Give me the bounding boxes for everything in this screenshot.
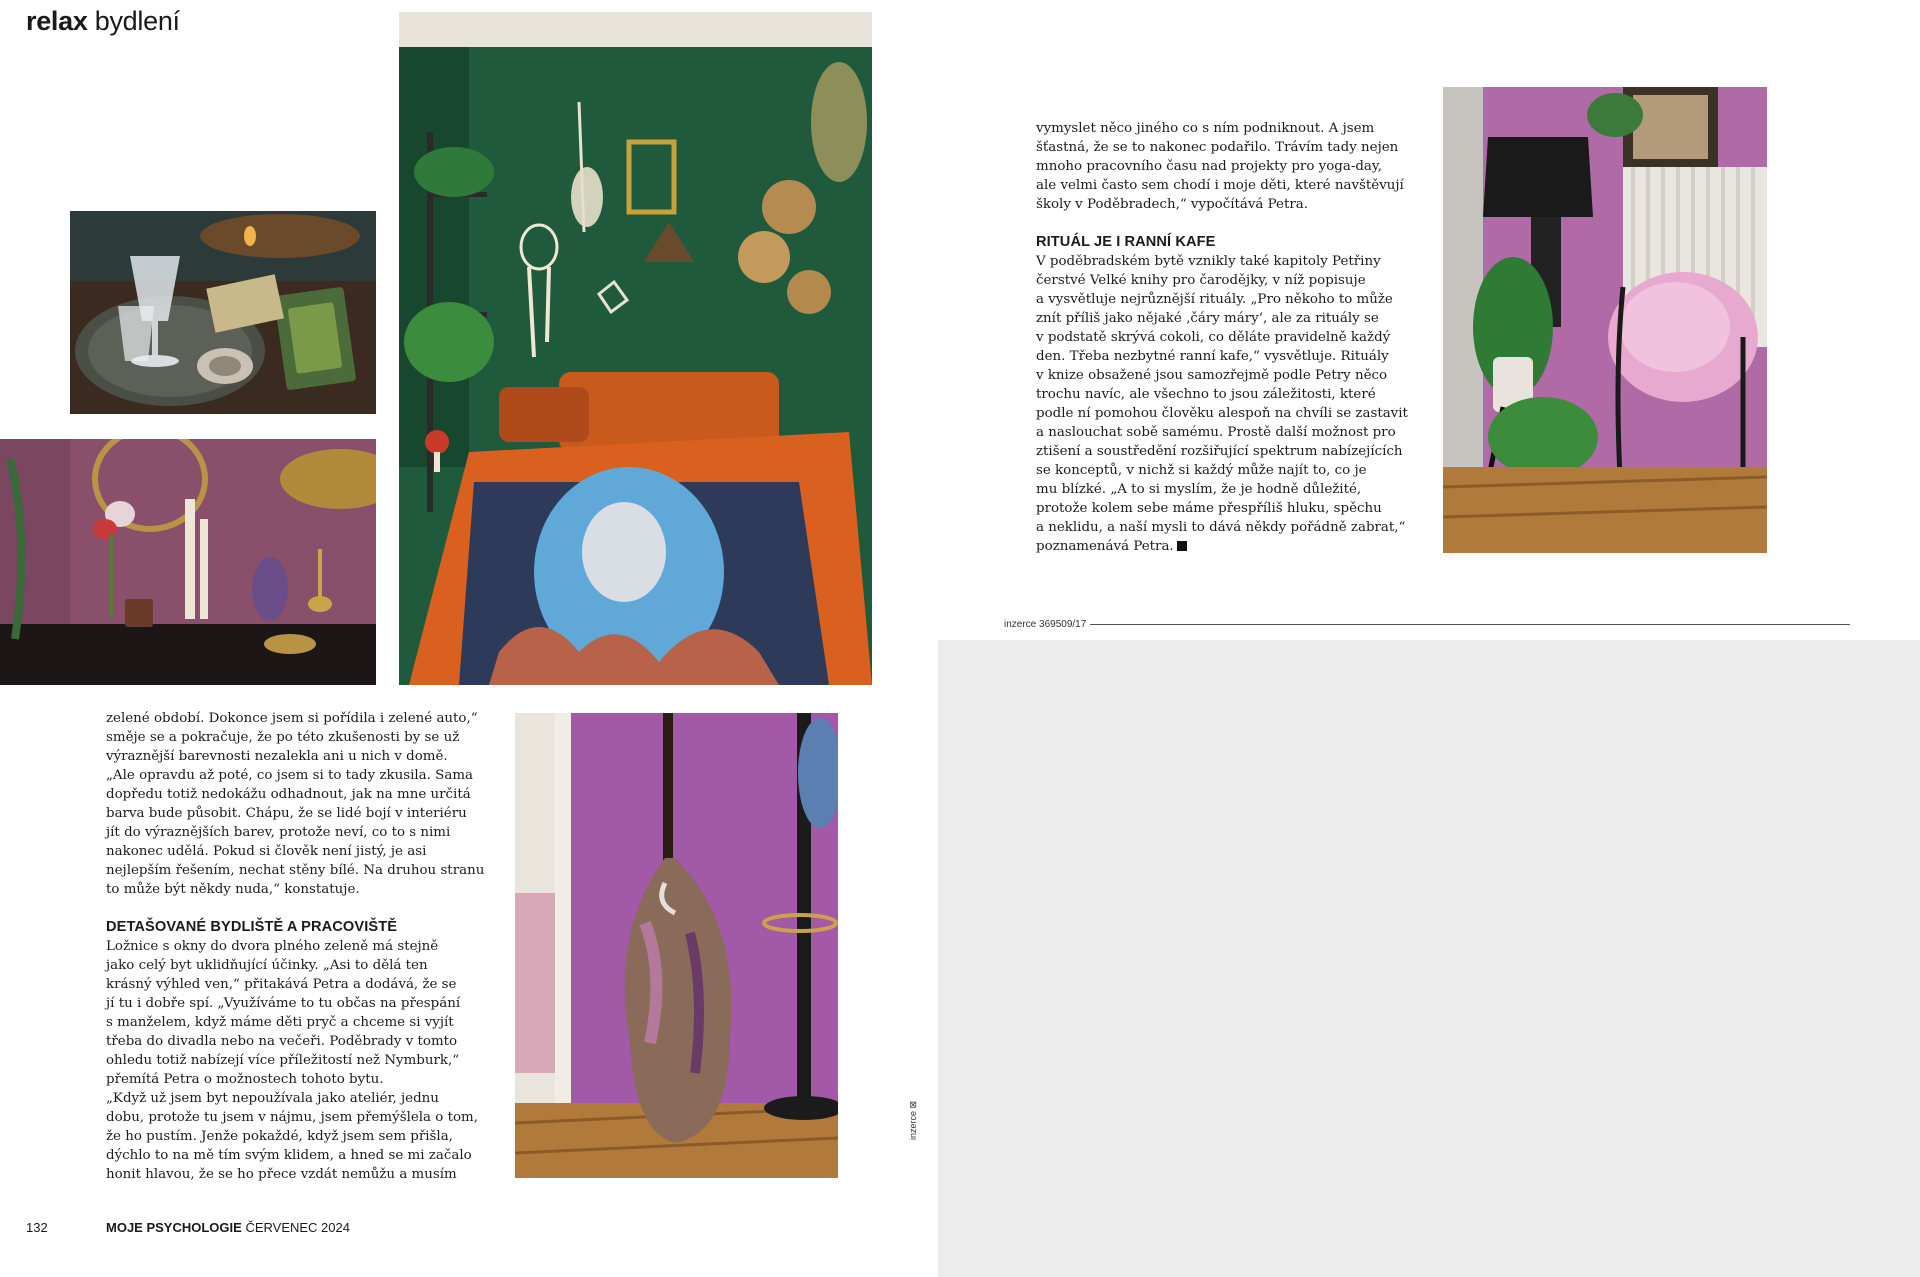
left-subhead: DETAŠOVANÉ BYDLIŠTĚ A PRACOVIŠTĚ [106, 919, 398, 935]
section-header [26, 6, 180, 37]
right-para2-line-14: protože kolem sebe máme přespříliš hluku, spěchu [1036, 501, 1382, 516]
right-para2-line-12: se konceptů, v nichž si každý může najít to, co je [1036, 463, 1367, 478]
right-para2-line-13: mu blízké. „A to si myslím, že je hodně důležité, [1036, 482, 1362, 497]
right-last-line-text: poznamenává Petra. [1036, 539, 1174, 554]
right-para2-line-15: a neklidu, a naší mysli to dává někdy pořádně zabrat,“ [1036, 520, 1406, 535]
ad-divider [1090, 624, 1850, 625]
left-article-column [106, 709, 486, 1184]
left-para1-line-6: barva bude působit. Chápu, že se lidé bojí v interiéru [106, 806, 467, 821]
section-name: relax [26, 6, 88, 36]
right-para1-line-4: ale velmi často sem chodí i moje děti, které navštěvují [1036, 178, 1404, 193]
right-para2-line-11: ztišení a soustředění rozšiřující spektrum nabízejících [1036, 444, 1403, 459]
page-number: 132 [26, 1220, 48, 1235]
left-para2-line-5: s manželem, když máme děti pryč a chceme si vyjít [106, 1015, 454, 1030]
glassware-tray-photo [70, 211, 376, 414]
issue-date: ČERVENEC 2024 [245, 1220, 350, 1235]
right-para2-line-2: čerstvé Velké knihy pro čarodějky, v níž popisuje [1036, 273, 1366, 288]
vertical-ad-label: inzerce ⊠ [908, 1100, 918, 1140]
left-para1-line-10: to může být někdy nuda,“ konstatuje. [106, 882, 360, 897]
right-para2-line-8: trochu navíc, ale všechno to jsou záležitosti, které [1036, 387, 1376, 402]
magazine-footer [106, 1220, 350, 1235]
dried-flower-broom-photo [515, 713, 838, 1178]
left-para2-line-3: krásný výhled ven,“ přitakává Petra a dodává, že se [106, 977, 457, 992]
left-para2-line-2: jako celý byt uklidňující účinky. „Asi to dělá ten [106, 958, 428, 973]
left-para1-line-4: „Ale opravdu až poté, co jsem si to tady zkusila. Sama [106, 768, 474, 783]
left-para2-line-10: dobu, protože tu jsem v nájmu, jsem přemýšlela o tom, [106, 1110, 479, 1125]
ad-label-rule [1004, 617, 1850, 631]
right-last-line [1036, 537, 1420, 556]
left-para1-line-2: směje se a pokračuje, že po této zkušenosti by se už [106, 730, 460, 745]
right-para2-line-5: v podstatě skrývá cokoli, co děláte pravidelně každý [1036, 330, 1391, 345]
magazine-name: MOJE PSYCHOLOGIE [106, 1220, 242, 1235]
left-para1-line-9: nejlepším řešením, nechat stěny bílé. Na druhou stranu [106, 863, 485, 878]
ad-label: inzerce 369509/17 [1004, 618, 1087, 630]
right-para2-line-7: v knize obsažené jsou samozřejmě podle Petry něco [1036, 368, 1388, 383]
left-para2-line-12: dýchlo to na mě tím svým klidem, a hned se mi začalo [106, 1148, 472, 1163]
left-para2-line-8: přemítá Petra o možnostech tohoto bytu. [106, 1072, 384, 1087]
lamp-and-chair-photo [1443, 87, 1767, 553]
left-para2-line-4: jí tu i dobře spí. „Využíváme to tu občas na přespání [106, 996, 461, 1011]
green-bedroom-photo [399, 12, 872, 685]
left-para2-line-11: že ho pustím. Jenže pokaždé, když jsem sem přišla, [106, 1129, 453, 1144]
right-para2-line-10: a naslouchat sobě samému. Prostě další možnost pro [1036, 425, 1396, 440]
section-subname: bydlení [94, 6, 180, 36]
right-para2-line-1: V poděbradském bytě vznikly také kapitoly Petřiny [1036, 254, 1381, 269]
left-para1-line-3: výraznější barevnosti nezalekla ani u nich v domě. [106, 749, 448, 764]
right-para2-line-3: a vysvětluje nejrůznější rituály. „Pro někoho to může [1036, 292, 1393, 307]
left-para1-line-1: zelené období. Dokonce jsem si pořídila i zelené auto,“ [106, 711, 478, 726]
ad-placeholder-block [938, 640, 1920, 1277]
right-para1-line-1: vymyslet něco jiného co s ním podniknout. A jsem [1036, 121, 1375, 136]
left-para2-line-9: „Když už jsem byt nepoužívala jako ateliér, jednu [106, 1091, 439, 1106]
right-para1-line-5: školy v Poděbradech,“ vypočítává Petra. [1036, 197, 1309, 212]
left-para1-line-5: dopředu totiž nedokážu odhadnout, jak na mne určitá [106, 787, 471, 802]
right-para2-line-6: den. Třeba nezbytné ranní kafe,“ vysvětluje. Rituály [1036, 349, 1389, 364]
purple-wall-shelf-photo [0, 439, 376, 685]
end-of-article-square-icon [1177, 541, 1187, 551]
left-para2-line-7: ohledu totiž nabízejí více příležitostí než Nymburk,“ [106, 1053, 460, 1068]
right-subhead: RITUÁL JE I RANNÍ KAFE [1036, 234, 1216, 250]
left-para1-line-8: nakonec udělá. Pokud si člověk není jistý, je asi [106, 844, 427, 859]
right-para1-line-2: šťastná, že se to nakonec podařilo. Trávím tady nejen [1036, 140, 1399, 155]
right-article-column [1036, 119, 1420, 556]
left-para1-line-7: jít do výraznějších barev, protože neví, co to s nimi [106, 825, 451, 840]
left-para2-line-1: Ložnice s okny do dvora plného zeleně má stejně [106, 939, 439, 954]
right-para2-line-4: znít příliš jako nějaké ‚čáry máry‘, ale za rituály se [1036, 311, 1379, 326]
left-para2-line-13: honit hlavou, že se ho přece vzdát nemůžu a musím [106, 1167, 457, 1182]
right-para1-line-3: mnoho pracovního času nad projekty pro yoga-day, [1036, 159, 1382, 174]
left-para2-line-6: třeba do divadla nebo na večeři. Poděbrady v tomto [106, 1034, 458, 1049]
right-para2-line-9: podle ní pomohou člověku alespoň na chvíli se zastavit [1036, 406, 1408, 421]
